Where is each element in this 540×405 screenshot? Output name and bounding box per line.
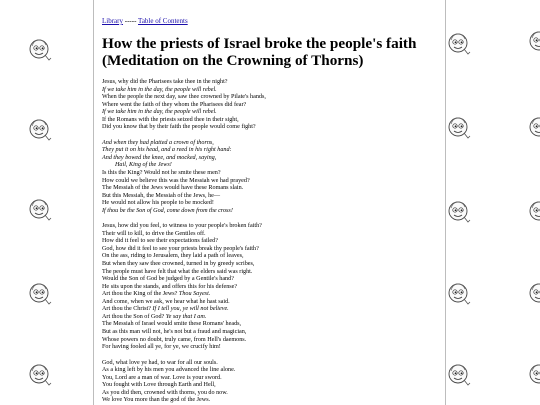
face-icon [447, 32, 473, 58]
library-link[interactable]: Library [102, 17, 123, 25]
poem-line-text: But this Messiah, the Messiah of the Jews, he— [102, 192, 221, 199]
poem-line-text: When the people the next day, saw thee crowned by Pilate's hands, [102, 94, 266, 101]
poem-line [102, 193, 445, 201]
poem-line-text: Hail, King of the Jews! [115, 162, 172, 169]
poem-line-text: How did it feel to see their expectations failed? [102, 238, 218, 245]
poem-line [102, 306, 445, 314]
poem-line [102, 261, 445, 269]
poem-line-text: God, how did it feel to see your priests break thy people's faith? [102, 245, 259, 252]
poem-line-text: Jesus, why did the Pharisees take thee in the night? [102, 79, 228, 85]
poem-line-text: And come, when we ask, we hear what he hast said. [102, 298, 230, 305]
poem-line [102, 178, 445, 186]
stanza [102, 79, 445, 132]
poem-line [102, 200, 445, 208]
poem-line [102, 321, 445, 329]
poem-line-text: The Messiah of the Jews would have these Romans slain. [102, 185, 244, 192]
face-icon [28, 118, 54, 144]
poem-line-text: Would the Son of God be judged by a Gentile's hand? [102, 276, 234, 283]
poem-line-text: Whose powers no doubt, truly came, from Hell's daemons. [102, 336, 247, 343]
title-line-1: How the priests of Israel broke the people's faith [102, 35, 417, 52]
poem-line-text: Art thou the King of the Jews? [102, 291, 179, 298]
poem-line [102, 124, 445, 132]
breadcrumb [102, 17, 445, 26]
poem-line-text: You fought with Love through Earth and Hell, [102, 382, 216, 389]
face-icon [528, 200, 540, 226]
poem-line-text: Their will to kill, to drive the Gentiles off. [102, 230, 206, 237]
poem-line [102, 87, 445, 95]
poem-line [102, 170, 445, 178]
poem-line [102, 185, 445, 193]
poem-line-text: For having fooled all ye, for ye, we crucify him! [102, 344, 221, 351]
poem-line-text: The people must have felt that what the elders said was right. [102, 268, 253, 275]
poem-line [102, 344, 445, 352]
poem-line-text: Is this the King? Would not he smite these men? [102, 170, 221, 177]
poem-line-text: He would not allow his people to be mocked! [102, 200, 214, 207]
stanza [102, 140, 445, 215]
face-icon [447, 116, 473, 142]
poem-line-text: But when they saw thee crowned, turned in by greedy scribes, [102, 261, 255, 268]
poem-line [102, 147, 445, 155]
nav-separator: ----- [123, 17, 139, 25]
poem-line-quote: Ye say that I am. [165, 313, 207, 320]
face-icon [447, 200, 473, 226]
poem-line-text: Did you know that by their faith the people would come fight? [102, 124, 256, 131]
poem-line [102, 382, 445, 390]
face-icon [447, 363, 473, 389]
poem-line [102, 208, 445, 216]
poem-line [102, 94, 445, 102]
poem-line [102, 360, 445, 368]
face-icon [28, 282, 54, 308]
poem-line [102, 337, 445, 345]
poem-line-quote: Thou Sayest. [178, 291, 211, 298]
poem-line [102, 79, 445, 87]
poem-line [102, 397, 445, 405]
poem-line [102, 238, 445, 246]
poem-line-text: The Messiah of Israel would smite these Romans' heads, [102, 321, 242, 328]
poem-line [102, 253, 445, 261]
face-icon [28, 198, 54, 224]
face-icon [447, 282, 473, 308]
poem-line-text: He sits upon the stands, and offers this for his defense? [102, 283, 238, 290]
page-title [102, 35, 445, 69]
poem-line [102, 276, 445, 284]
page-column [93, 0, 446, 405]
poem-line-text: If we take him in the day, the people will rebel. [102, 109, 217, 116]
poem-line [102, 162, 445, 170]
poem-line-text: God, what love ye had, to war for all our souls. [102, 359, 218, 366]
face-icon [28, 363, 54, 389]
poem-line-text: How could we believe this was the Messiah we had prayed? [102, 177, 250, 184]
poem-line [102, 223, 445, 231]
poem-line-text: And when they had platted a crown of thorns, [102, 139, 214, 146]
face-icon [528, 282, 540, 308]
poem-line-text: If we take him in the day, the people will rebel. [102, 86, 217, 93]
poem-line-text: If thou be the Son of God, come down from the cross! [102, 207, 233, 214]
poem-line-text: They put it on his head, and a reed in his right hand: [102, 147, 232, 154]
poem-line-text: Art thou the Christ? [102, 306, 153, 313]
face-icon [28, 38, 54, 64]
poem-line [102, 269, 445, 277]
poem-line-text: If the Romans with the priests seized thee in their sight, [102, 116, 239, 123]
face-icon [528, 30, 540, 56]
title-line-2: (Meditation on the Crowning of Thorns) [102, 52, 364, 69]
poem-body [102, 79, 445, 405]
face-icon [528, 116, 540, 142]
poem-line [102, 329, 445, 337]
poem-line-text: On the ass, riding to Jerusalem, they laid a path of leaves, [102, 253, 244, 260]
poem-line-text: As a king left by his men you advanced the line alone. [102, 367, 236, 374]
poem-line-text: We love You more than the god of the Jews. [102, 397, 211, 404]
poem-line [102, 367, 445, 375]
poem-line-text: Where went the faith of they whom the Pharisees did fear? [102, 101, 247, 108]
poem-line-text: You, Lord are a man of war. Love is your sword. [102, 374, 222, 381]
poem-line [102, 291, 445, 299]
stanza [102, 223, 445, 351]
poem-line-text: But as this man will not, he's not but a fraud and magician, [102, 328, 247, 335]
poem-line-quote: If I tell you, ye will not believe. [152, 306, 229, 313]
poem-line [102, 140, 445, 148]
face-icon [528, 363, 540, 389]
poem-line-text: As you did then, crowned with thorns, you do now. [102, 389, 228, 396]
poem-line-text: And they bowed the knee, and mocked, saying, [102, 154, 217, 161]
table-of-contents-link[interactable]: Table of Contents [138, 17, 188, 25]
stanza [102, 360, 445, 405]
poem-line-text: Jesus, how did you feel, to witness to your people's broken faith? [102, 223, 262, 230]
poem-line [102, 109, 445, 117]
page-content [94, 0, 445, 405]
poem-line-text: Art thou the Son of God? [102, 313, 166, 320]
